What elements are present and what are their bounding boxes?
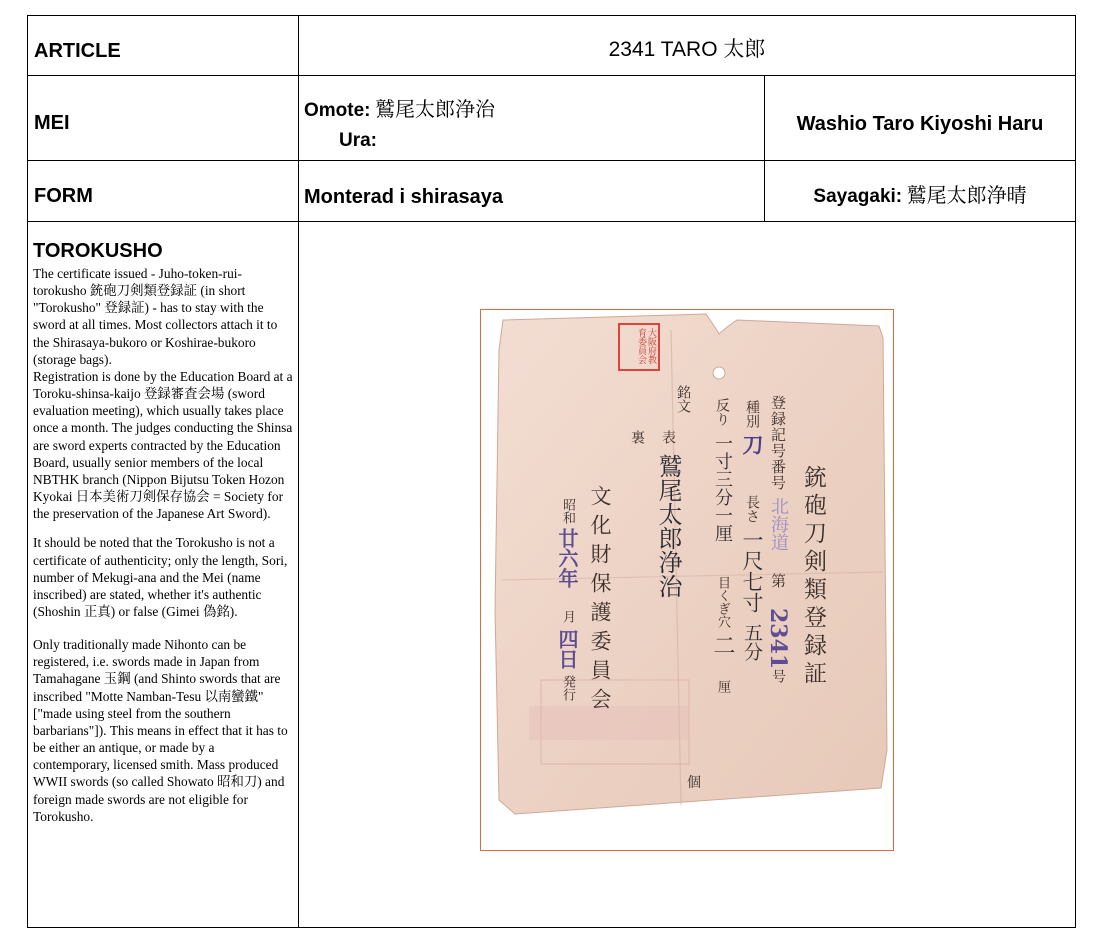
bu-label: 五分 [741, 623, 763, 661]
issuer: 文化財保護委員会 [588, 485, 612, 717]
article-value: 2341 TARO 太郎 [608, 38, 766, 61]
issued-label: 発行 [560, 675, 575, 701]
ura-label-jp: 裏 [629, 430, 645, 444]
type-value: 刀 [740, 434, 765, 455]
torokusho-title: TOROKUSHO [33, 240, 163, 262]
omote-label-jp: 表 [660, 430, 676, 444]
reg-number: 2341 [765, 608, 791, 670]
sori-label: 反り [714, 398, 730, 426]
torokusho-text-cell [27, 221, 299, 928]
reg-label: 登録記号番号 [769, 395, 787, 491]
reg-dai: 第 [769, 573, 787, 588]
sayagaki-label: Sayagaki: [813, 186, 903, 207]
form-label: FORM [34, 185, 93, 207]
mekugi-value: 二 [710, 634, 735, 656]
certificate-hole [713, 367, 725, 379]
date-value: 廿六年 [555, 528, 579, 588]
mei-inscription-cell [298, 75, 765, 161]
form-label-cell [27, 160, 299, 222]
torokusho-paragraph-4: Only traditionally made Nihonto can be registered, i.e. swords made in Japan from Tamahagane 玉鋼 (and Shinto swords that are inscribed "Motte Namban-Tesu 以南蠻鐵" ["made using steel from the southern barbarians"]). This means in effect that it has to be either an antique, or made by a contemporary, licensed smith. Mass produced WWII swords (so called Showato 昭和刀) and foreign made swords are not eligible for Torokusho. [33, 637, 288, 824]
omote-label: Omote: [304, 100, 371, 121]
reg-pref: 北海道 [768, 497, 789, 551]
omote-value-jp: 鷲尾太郎浄治 [654, 454, 682, 598]
date-day: 四日 [555, 629, 579, 669]
mei-label-cell [27, 75, 299, 161]
form-value: Monterad i shirasaya [304, 186, 503, 208]
mei-label-jp: 銘文 [675, 385, 691, 413]
ko-label: 個 [687, 775, 701, 791]
torokusho-certificate-photo [480, 309, 894, 851]
length-label: 長さ [744, 495, 760, 523]
mekugi-label: 目くぎ穴 [715, 576, 730, 628]
sayagaki-cell [764, 160, 1076, 222]
torokusho-paragraph-3: It should be noted that the Torokusho is not a certificate of authenticity; only the length, Sori, number of Mekugi-ana and the Mei (name inscribed) are stated, whether it's authentic (Shoshin 正真) or false (Gimei 偽銘). [33, 535, 288, 619]
torokusho-paragraph-2: Registration is done by the Education Board at a Toroku-shinsa-kaijo 登録審査会場 (sword evaluation meeting), which usually takes place once a month. The judges conducting the Shinsa are sword experts contracted by the Education Board, usually senior members of the local NBTHK branch (Nippon Bijutsu Token Hozon Kyokai 日本美術刀剣保存協会 = Society for the preservation of the Japanese Art Sword). [33, 368, 293, 522]
mei-romanized-cell [764, 75, 1076, 161]
date-prefix: 昭和 [560, 498, 575, 524]
article-label-cell [27, 15, 299, 76]
reg-go: 号 [770, 669, 786, 684]
torokusho-paragraph-1: The certificate issued - Juho-token-rui-torokusho 銃砲刀剣類登録証 (in short "Torokusho" 登録証) - has to stay with the sword at all times. Most collectors attach it to the Shirasaya-bukoro or Koshirae-bukoro (storage bags). [33, 266, 278, 367]
form-value-cell [298, 160, 765, 222]
length-value: 一尺七寸 [740, 529, 764, 613]
seal-stamp-text: 大阪府教育委員会 [637, 328, 657, 364]
sayagaki-value: 鷲尾太郎浄晴 [906, 185, 1027, 207]
mei-label: MEI [34, 112, 70, 134]
article-label: ARTICLE [34, 40, 121, 62]
omote-value: 鷲尾太郎浄治 [374, 99, 495, 121]
type-label: 種別 [744, 400, 760, 428]
article-value-cell [298, 15, 1076, 76]
rin-label: 厘 [715, 680, 730, 693]
certificate-title: 銃砲刀剣類登録証 [800, 465, 826, 689]
ura-label: Ura: [339, 130, 378, 151]
sori-value: 一寸三分一厘 [712, 434, 733, 542]
date-month: 月 [560, 610, 575, 623]
mei-romanized: Washio Taro Kiyoshi Haru [796, 113, 1044, 135]
